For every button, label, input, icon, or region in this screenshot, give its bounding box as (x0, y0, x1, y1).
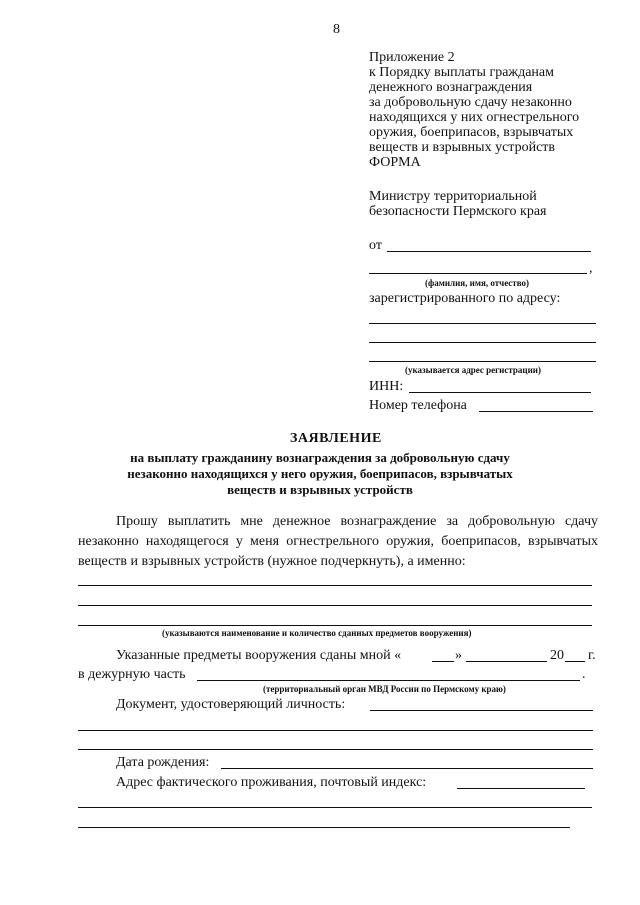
appendix-line: веществ и взрывных устройств (369, 140, 556, 155)
form-label: ФОРМА (369, 155, 421, 170)
year-suffix: г. (588, 648, 596, 663)
addressee-line: Министру территориальной (369, 189, 537, 204)
actual-address-label: Адрес фактического проживания, почтовый индекс: (116, 775, 427, 790)
document-heading: ЗАЯВЛЕНИЕ (290, 431, 382, 446)
body-text: Прошу выплатить мне денежное вознаграждение за добровольную сдачу незаконно находящегося у меня огнестрельного оружия, боеприпасов, взрывчатых веществ и взрывных устройств (нужное подчеркнуть), а именно: (78, 514, 598, 569)
document-subheading (0, 450, 640, 498)
appendix-line: денежного вознаграждения (369, 80, 533, 95)
appendix-block (369, 50, 579, 155)
handed-label: Указанные предметы вооружения сданы мной « (116, 648, 402, 663)
organ-caption: (территориальный орган МВД России по Пермскому краю) (263, 684, 506, 694)
phone-field[interactable] (479, 411, 593, 412)
duty-label: в дежурную часть (78, 667, 186, 682)
actual-address-field[interactable] (457, 788, 585, 789)
fio-caption: (фамилия, имя, отчество) (425, 278, 530, 288)
comma: , (589, 261, 593, 276)
birth-label: Дата рождения: (116, 755, 210, 770)
month-field[interactable] (466, 661, 547, 662)
document-field-3[interactable] (78, 749, 593, 750)
weapons-field-1[interactable] (78, 585, 592, 586)
document-field[interactable] (370, 710, 593, 711)
from-label: от (369, 238, 382, 253)
subheading-line: на выплату гражданину вознаграждения за добровольную сдачу (130, 450, 510, 465)
address-field-2[interactable] (369, 342, 596, 343)
inn-field[interactable] (409, 392, 591, 393)
addressee-line: безопасности Пермского края (369, 204, 547, 219)
appendix-line: за добровольную сдачу незаконно (369, 95, 572, 110)
period: . (582, 667, 586, 682)
addressee-block (369, 189, 546, 219)
body-paragraph (78, 512, 598, 572)
address-caption: (указывается адрес регистрации) (405, 365, 541, 375)
from-field[interactable] (387, 251, 591, 252)
address-field-3[interactable] (369, 361, 596, 362)
weapons-caption: (указываются наименование и количество сданных предметов вооружения) (162, 628, 472, 638)
fio-field[interactable] (369, 273, 587, 274)
day-field[interactable] (432, 661, 454, 662)
appendix-line: находящихся у них огнестрельного (369, 110, 580, 125)
appendix-line: оружия, боеприпасов, взрывчатых (369, 125, 574, 140)
year-field[interactable] (565, 661, 585, 662)
document-label: Документ, удостоверяющий личность: (116, 697, 346, 712)
handed-close: » (455, 648, 462, 663)
weapons-field-3[interactable] (78, 625, 592, 626)
inn-label: ИНН: (369, 379, 404, 394)
actual-address-field-3[interactable] (78, 827, 570, 828)
birth-field[interactable] (221, 768, 593, 769)
weapons-field-2[interactable] (78, 605, 592, 606)
phone-label: Номер телефона (369, 398, 467, 413)
appendix-line: Приложение 2 (369, 50, 455, 65)
year-prefix: 20 (550, 648, 564, 663)
subheading-line: веществ и взрывных устройств (227, 482, 413, 497)
actual-address-field-2[interactable] (78, 807, 592, 808)
address-field-1[interactable] (369, 323, 596, 324)
duty-field[interactable] (197, 680, 580, 681)
appendix-line: к Порядку выплаты гражданам (369, 65, 554, 80)
document-field-2[interactable] (78, 730, 593, 731)
registered-label: зарегистрированного по адресу: (369, 291, 561, 306)
page-number: 8 (333, 22, 340, 37)
subheading-line: незаконно находящихся у него оружия, боеприпасов, взрывчатых (127, 466, 513, 481)
